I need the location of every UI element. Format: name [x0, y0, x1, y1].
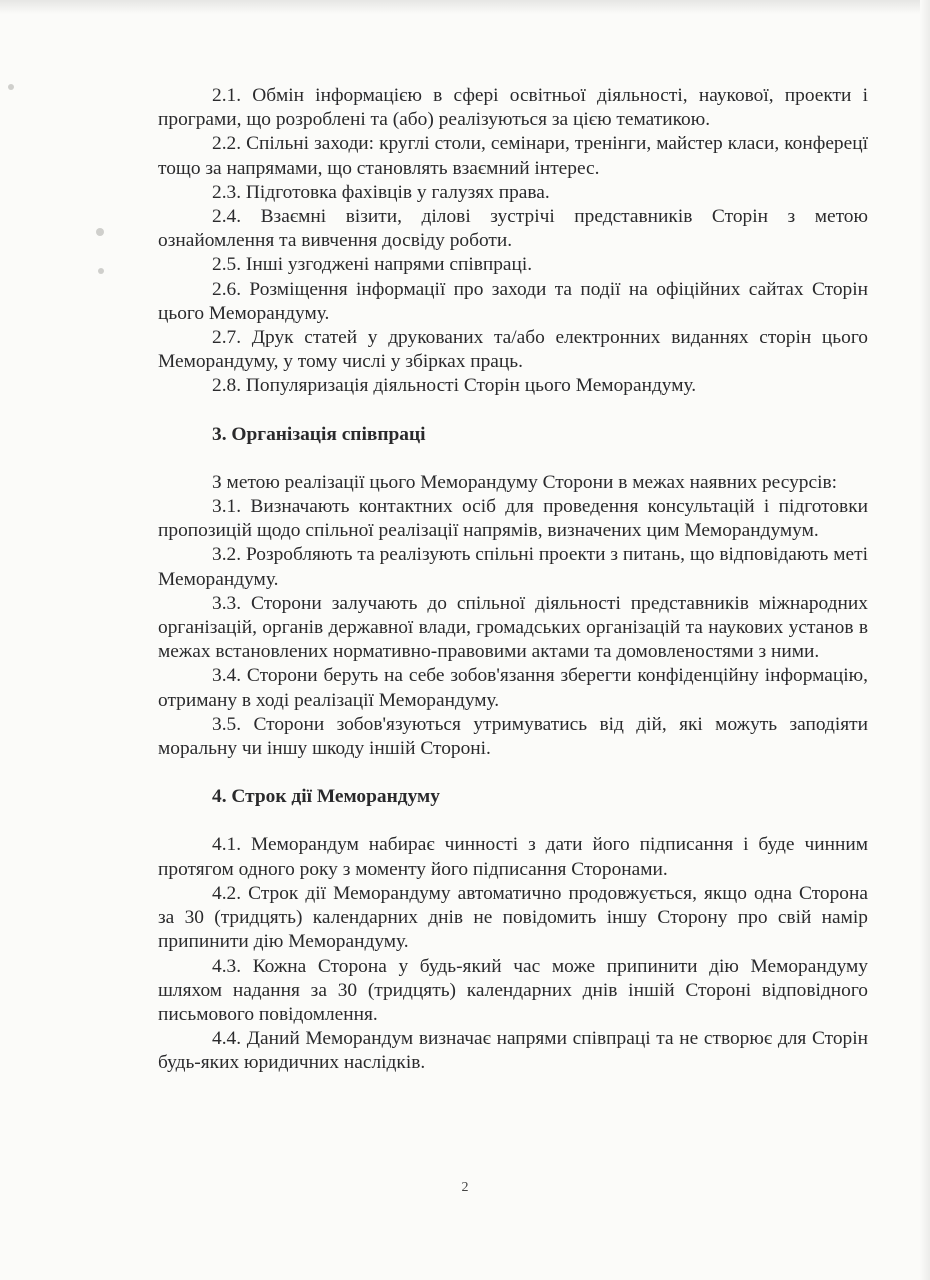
paragraph-2-5: 2.5. Інші узгоджені напрями співпраці. [212, 254, 533, 276]
paragraph-2-7: 2.7. Друк статей у друкованих та/або електронних виданнях сторін цього Меморандуму, у тому числі у збірках праць. [158, 327, 868, 373]
paragraph-3-3: 3.3. Сторони залучають до спільної діяльності представників міжнародних організацій, органів державної влади, громадських організацій та наукових установ в межах встановлених нормативно-правовими актами та домовленостями з ними. [158, 592, 868, 663]
paragraph-4-2: 4.2. Строк дії Меморандуму автоматично продовжується, якщо одна Сторона за 30 (тридцять) календарних днів не повідомить іншу Сторону про свій намір припинити дію Меморандуму. [158, 882, 868, 953]
scan-speck [98, 268, 104, 274]
paragraph-4-3: 4.3. Кожна Сторона у будь-який час може припинити дію Меморандуму шляхом надання за 30 (тридцять) календарних днів іншій Стороні відповідного письмового повідомлення. [158, 955, 868, 1025]
paragraph-2-8: 2.8. Популяризація діяльності Сторін цього Меморандуму. [212, 375, 697, 397]
section-3-intro: З метою реалізації цього Меморандуму Сторони в межах наявних ресурсів: [212, 471, 838, 493]
paragraph-4-1: 4.1. Меморандум набирає чинності з дати його підписання і буде чинним протягом одного року з моменту його підписання Сторонами. [158, 834, 868, 880]
scan-edge-right [920, 0, 930, 1280]
scan-edge-top [0, 0, 930, 14]
paragraph-4-4: 4.4. Даний Меморандум визначає напрями співпраці та не створює для Сторін будь-яких юридичних наслідків. [158, 1028, 868, 1074]
document-body [158, 84, 868, 1076]
section-4-heading: 4. Строк дії Меморандуму [212, 786, 440, 808]
page-number: 2 [461, 1180, 469, 1195]
paragraph-2-1: 2.1. Обмін інформацією в сфері освітньої діяльності, наукової, проекти і програми, що розроблені та (або) реалізуються за цією тематикою. [158, 85, 868, 131]
paragraph-2-4: 2.4. Взаємні візити, ділові зустрічі представників Сторін з метою ознайомлення та вивчення досвіду роботи. [158, 206, 868, 252]
scan-speck [96, 228, 104, 236]
paragraph-3-4: 3.4. Сторони беруть на себе зобов'язання зберегти конфіденційну інформацію, отриману в ході реалізації Меморандуму. [158, 665, 868, 711]
paragraph-2-2: 2.2. Спільні заходи: круглі столи, семінари, тренінги, майстер класи, конферецї тощо за напрямами, що становлять взаємний інтерес. [158, 133, 868, 179]
paragraph-2-6: 2.6. Розміщення інформації про заходи та події на офіційних сайтах Сторін цього Меморандуму. [158, 278, 868, 324]
scan-speck [8, 84, 14, 90]
paragraph-2-3: 2.3. Підготовка фахівців у галузях права. [212, 181, 550, 203]
section-3-heading: 3. Організація співпраці [212, 423, 426, 445]
paragraph-3-5: 3.5. Сторони зобов'язуються утримуватись від дій, які можуть заподіяти моральну чи іншу шкоду іншій Стороні. [158, 713, 868, 760]
paragraph-3-1: 3.1. Визначають контактних осіб для проведення консультацій і підготовки пропозицій щодо спільної реалізації напрямів, визначених цим Меморандумум. [158, 496, 868, 542]
paragraph-3-2: 3.2. Розробляють та реалізують спільні проекти з питань, що відповідають меті Меморандуму. [158, 544, 868, 590]
